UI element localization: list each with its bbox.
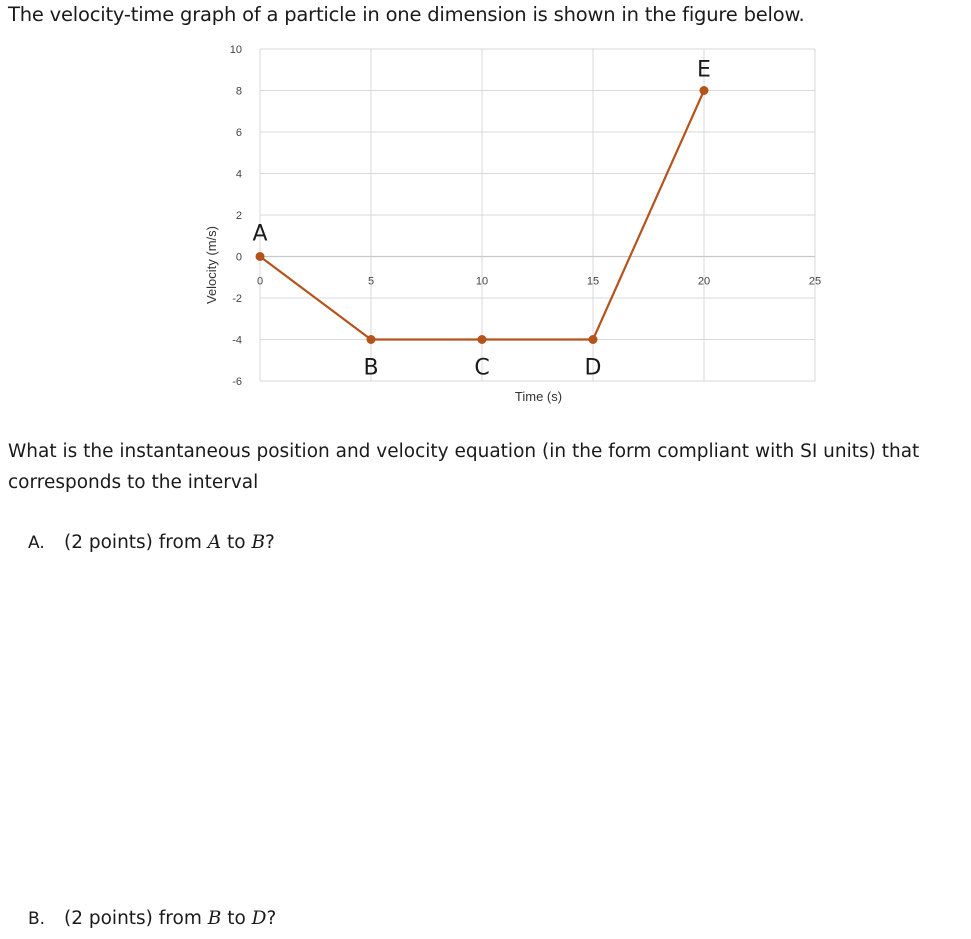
- point-label-b: B: [363, 355, 379, 381]
- part-b-from: B: [207, 908, 222, 929]
- data-point-c: [478, 335, 487, 344]
- y-tick-label: -2: [232, 293, 242, 305]
- x-tick-label: 10: [475, 275, 489, 288]
- part-a-letter: A.: [28, 533, 45, 553]
- data-point-d: [589, 335, 598, 344]
- part-b-to: D: [251, 908, 267, 929]
- x-tick-label: 5: [367, 275, 375, 288]
- y-tick-label: 10: [229, 44, 242, 56]
- velocity-time-chart: [0, 0, 971, 420]
- point-label-c: C: [474, 355, 490, 381]
- part-a: [28, 532, 275, 553]
- x-tick-label: 15: [586, 275, 600, 288]
- problem-intro: The velocity-time graph of a particle in one dimension is shown in the figure below.: [8, 3, 805, 26]
- y-tick-label: 8: [235, 85, 242, 98]
- part-a-from: A: [207, 532, 222, 553]
- point-label-d: D: [584, 355, 602, 381]
- part-b-end: ?: [266, 908, 277, 929]
- part-a-text: (2 points) from: [64, 532, 208, 553]
- y-tick-label: 4: [235, 168, 242, 181]
- part-a-end: ?: [265, 532, 275, 553]
- chart-grid: [260, 49, 815, 381]
- x-tick-label: 25: [808, 275, 822, 288]
- x-tick-label: 0: [256, 275, 264, 288]
- x-axis-title: Time (s): [514, 389, 563, 404]
- y-tick-label: 0: [235, 251, 242, 264]
- point-label-e: E: [697, 57, 711, 83]
- part-a-mid: to: [221, 532, 252, 553]
- data-point-b: [367, 335, 376, 344]
- question-text: What is the instantaneous position and velocity equation (in the form compliant with SI units) that corresponds to the interval: [8, 441, 920, 493]
- x-tick-label: 20: [697, 275, 711, 288]
- part-b-text: (2 points) from: [64, 908, 208, 929]
- data-point-e: [700, 86, 709, 95]
- y-tick-label: -6: [232, 376, 242, 388]
- data-point-a: [256, 252, 265, 261]
- part-b: [28, 908, 276, 929]
- part-b-mid: to: [221, 908, 252, 929]
- point-label-a: A: [252, 221, 268, 247]
- y-tick-label: -4: [232, 334, 242, 347]
- y-tick-label: 2: [235, 210, 242, 222]
- y-axis-title: Velocity (m/s): [204, 225, 219, 305]
- part-a-to: B: [251, 532, 266, 553]
- chart-tick-labels: [230, 44, 821, 388]
- y-tick-label: 6: [235, 127, 242, 139]
- part-b-letter: B.: [28, 909, 46, 929]
